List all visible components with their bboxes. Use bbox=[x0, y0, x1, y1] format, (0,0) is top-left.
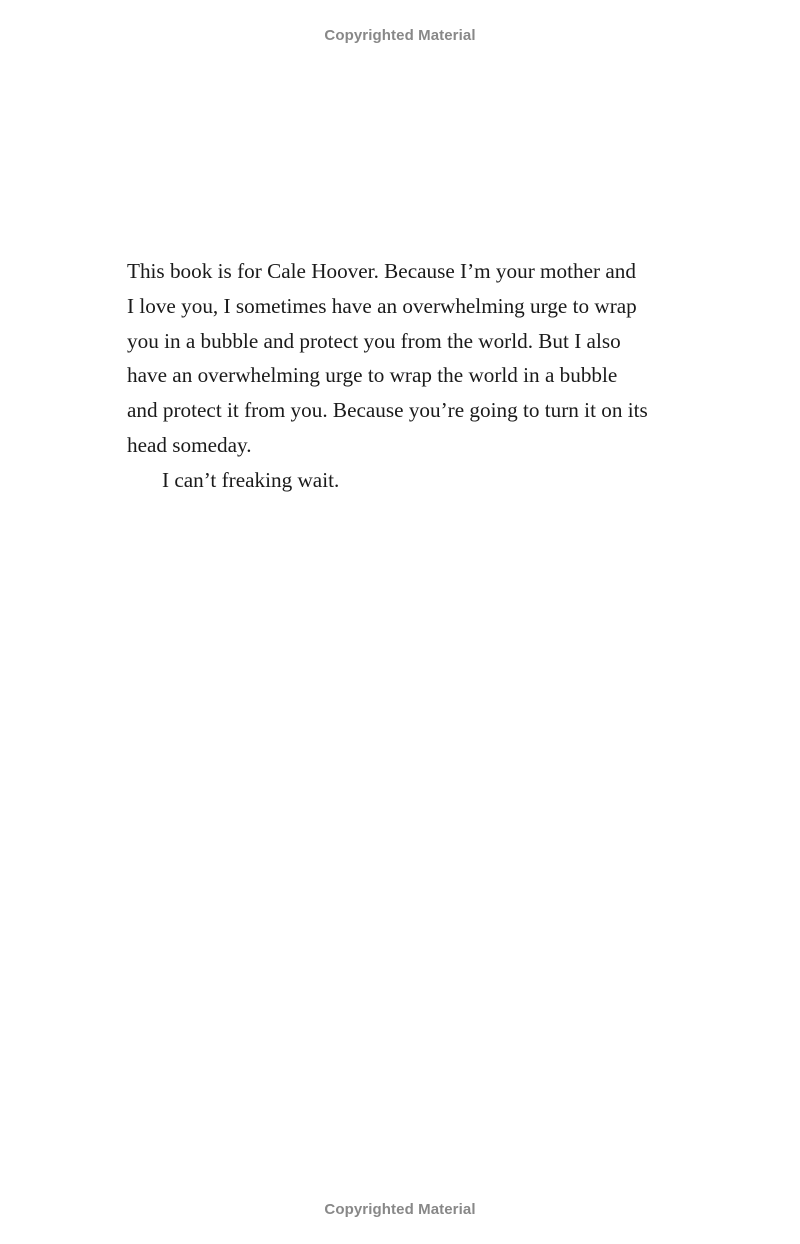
dedication-paragraph-1: This book is for Cale Hoover. Because I’m your mother and I love you, I sometimes have an overwhelming urge to wrap you in a bubble and protect you from the world. But I also have an overwhelming urge to wrap the world in a bubble and protect it from you. Because you’re going to turn it on its head someday. bbox=[127, 259, 648, 457]
copyright-watermark-bottom: Copyrighted Material bbox=[324, 1201, 476, 1218]
dedication-paragraph-2: I can’t freaking wait. bbox=[162, 467, 340, 492]
copyright-watermark-top: Copyrighted Material bbox=[324, 27, 476, 44]
dedication-block bbox=[127, 254, 717, 498]
